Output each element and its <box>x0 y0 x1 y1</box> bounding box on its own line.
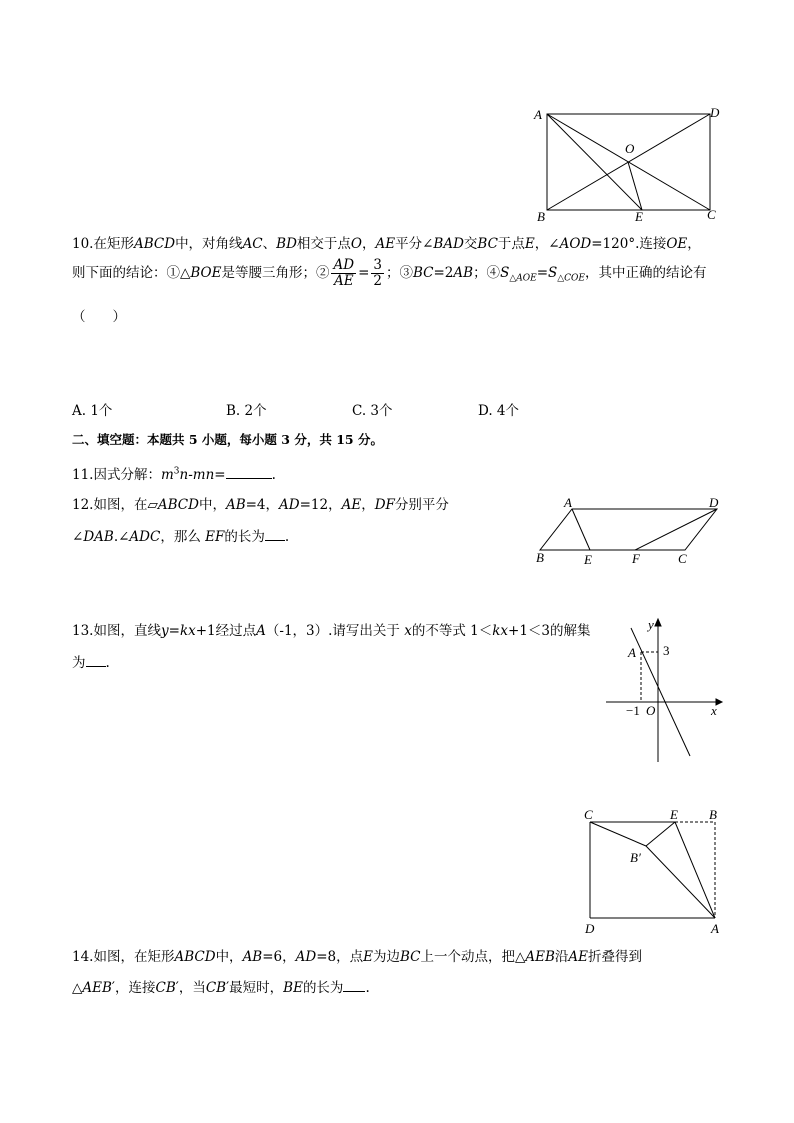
label-F: F <box>632 551 640 566</box>
label-B: B <box>709 807 717 822</box>
q10-option-d[interactable]: D. 4个 <box>478 403 520 419</box>
label-B: B <box>537 209 545 224</box>
x-axis-arrow <box>716 699 722 705</box>
q10-line1: 10.在矩形ABCD中，对角线AC、BD相交于点O，AE平分∠BAD交BC于点E，∠AOD=120°.连接OE， <box>72 236 701 252</box>
q12-line1: 12.如图，在▱ABCD中，AB=4，AD=12，AE，DF分别平分 <box>72 497 449 513</box>
q12-answer-blank[interactable] <box>265 540 285 541</box>
q11-line: 11.因式分解：$m^3n-mn=$ . <box>72 466 276 483</box>
q13-line1: 13.如图，直线y=kx+1经过点A（-1，3）.请写出关于 x的不等式 1＜kx+1＜3的解集 <box>72 623 591 639</box>
q13-coordinate-figure <box>598 616 726 766</box>
q10-option-b[interactable]: B. 2个 <box>226 403 267 419</box>
label-C: C <box>678 551 687 566</box>
label-O: O <box>646 703 656 718</box>
label-E: E <box>584 552 592 567</box>
q11-answer-blank[interactable] <box>226 478 272 479</box>
label-C: C <box>707 207 716 222</box>
segment-eb-prime <box>646 822 675 846</box>
label-A: A <box>711 921 719 936</box>
q14-line1: 14.如图，在矩形ABCD中，AB=6，AD=8，点E为边BC上一个动点，把△AEB沿AE折叠得到 <box>72 949 643 965</box>
line-y-kx-plus-1 <box>631 628 690 756</box>
q12-line2: ∠DAB.∠ADC，那么 EF的长为 . <box>72 529 290 545</box>
segment-ae <box>572 509 590 550</box>
label-x: x <box>711 703 717 718</box>
label-A: A <box>534 107 542 122</box>
section2-heading: 二、填空题：本题共 5 小题，每小题 3 分，共 15 分。 <box>72 432 383 447</box>
segment-ae <box>675 822 715 918</box>
label-A: A <box>564 495 572 510</box>
label-D: D <box>709 495 719 510</box>
q14-line2: △AEB′，连接CB′，当CB′最短时，BE的长为 . <box>72 980 370 996</box>
q10-number: 10. <box>72 236 94 252</box>
q10-option-c[interactable]: C. 3个 <box>352 403 393 419</box>
q12-parallelogram-figure <box>532 494 724 568</box>
label-E: E <box>635 209 643 224</box>
label-y: y <box>648 617 654 632</box>
q14-answer-blank[interactable] <box>343 991 365 992</box>
label-E: E <box>670 807 678 822</box>
q10-answer-paren: （ ） <box>72 309 126 325</box>
q13-answer-blank[interactable] <box>86 666 106 667</box>
segment-c-b-prime <box>590 822 646 846</box>
label-neg1: −1 <box>626 703 640 718</box>
label-D: D <box>585 921 595 936</box>
label-3: 3 <box>663 643 670 658</box>
q10-option-a[interactable]: A. 1个 <box>72 403 113 419</box>
label-A: A <box>628 645 636 660</box>
q13-line2: 为 . <box>72 655 110 671</box>
label-C: C <box>584 807 593 822</box>
fraction-3-2: $\frac{3}{2}$ <box>373 257 382 289</box>
q14-folding-figure <box>578 805 728 937</box>
label-B-prime: B′ <box>630 850 641 865</box>
q10-rectangle-figure <box>530 104 730 226</box>
y-axis-arrow <box>655 619 661 626</box>
segment-b-prime-a <box>646 846 715 918</box>
label-O: O <box>625 141 635 156</box>
parallelogram-abcd <box>540 509 717 550</box>
fraction-ad-ae: $\frac{AD}{AE}$ <box>333 257 355 289</box>
q10-line2: 则下面的结论：①△BOE是等腰三角形；② $\frac{AD}{AE}$ = $\frac{3}{2}$ ；③BC=2AB；$④S_{\triangle AOE}=S_{\triangle COE}$，其中正确的结论有 <box>72 257 707 289</box>
segment-df <box>635 509 717 550</box>
label-D: D <box>710 105 720 120</box>
label-B: B <box>536 550 544 565</box>
